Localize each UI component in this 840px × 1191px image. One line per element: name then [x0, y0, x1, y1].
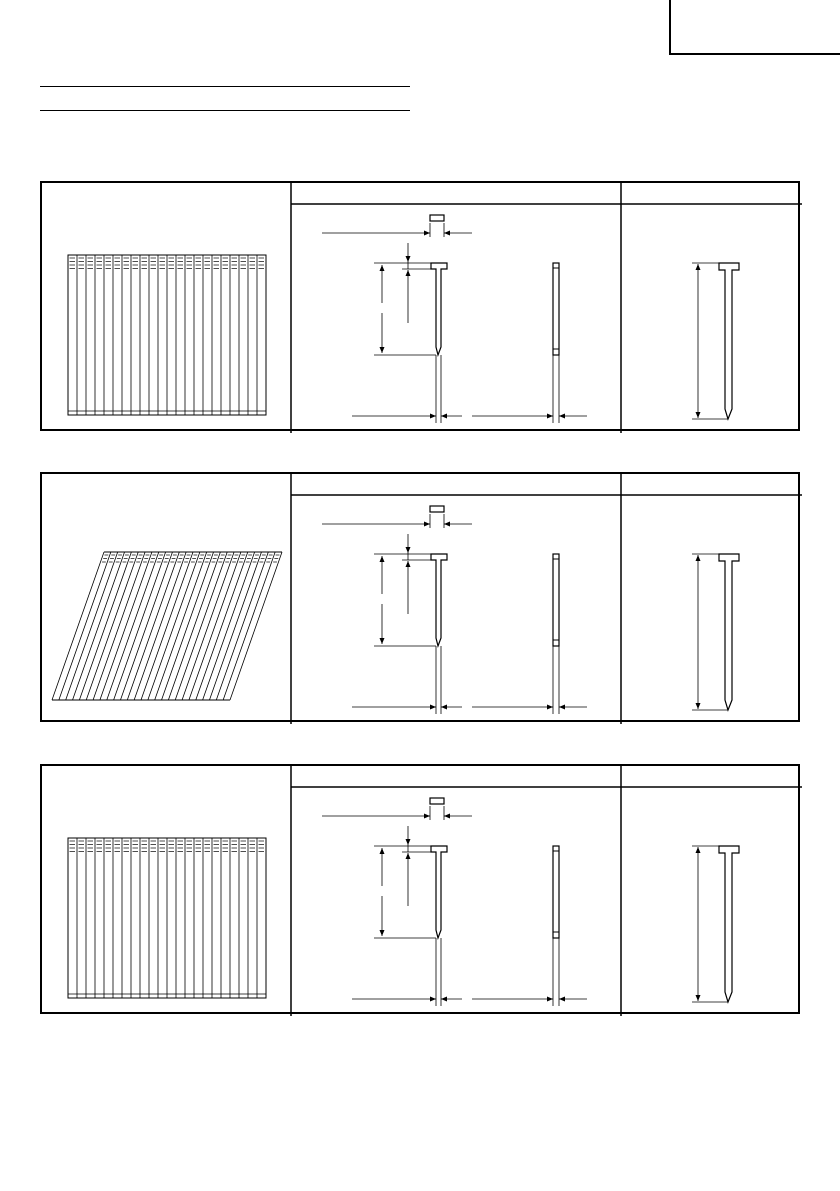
strip-nail-line — [189, 552, 241, 700]
head-thickness-arrow-up — [406, 561, 411, 614]
head-thickness-arrow-up-head — [406, 561, 411, 567]
total-length-arrow-down — [696, 924, 701, 1001]
shank-width-arrow-left-head — [430, 705, 436, 710]
nail-full-view — [719, 554, 739, 710]
shank-width-arrow-left-head — [430, 997, 436, 1002]
nail-front-view — [553, 554, 559, 646]
nail-length-drawing — [692, 846, 739, 1002]
strip-nail-line — [148, 552, 200, 700]
strip-nail-line — [203, 552, 255, 700]
thickness-arrow-left — [472, 705, 553, 710]
head-thickness-arrow-down — [406, 534, 411, 553]
shank-width-arrow-right-head — [441, 997, 447, 1002]
strip-nail-line — [114, 552, 166, 700]
head-width-arrow-left-head — [424, 814, 430, 819]
strip-nail-line — [120, 552, 172, 700]
nail-spec-panel-1 — [40, 181, 800, 431]
nail-full-view — [719, 846, 739, 1002]
total-length-arrow-up-head — [696, 847, 701, 853]
head-width-arrow-left — [322, 522, 430, 527]
length-arrow-down-head — [380, 638, 385, 644]
thickness-arrow-left-head — [547, 705, 553, 710]
heading-rule-bottom — [40, 110, 410, 111]
strip-nail-line — [168, 552, 220, 700]
head-width-arrow-right-head — [444, 231, 450, 236]
strip-nail-line — [127, 552, 179, 700]
length-arrow-down-head — [380, 930, 385, 936]
strip-nail-line — [59, 552, 111, 700]
heading-rule-top — [40, 86, 410, 87]
head-width-arrow-right — [444, 231, 472, 236]
head-thickness-arrow-down-head — [406, 256, 411, 262]
total-length-arrow-down-head — [696, 703, 701, 709]
strip-nail-line — [86, 552, 138, 700]
head-width-arrow-right-head — [444, 814, 450, 819]
total-length-arrow-down-head — [696, 995, 701, 1001]
nail-spec-panel-2 — [40, 472, 800, 722]
nail-strip-illustration — [68, 255, 266, 415]
length-arrow-up — [380, 848, 385, 886]
head-thickness-arrow-down — [406, 826, 411, 845]
total-length-arrow-down — [696, 341, 701, 418]
strip-nail-line — [79, 552, 131, 700]
length-arrow-down — [380, 604, 385, 644]
shank-width-arrow-right — [441, 414, 462, 419]
nail-side-view — [431, 554, 447, 646]
length-arrow-up — [380, 265, 385, 303]
total-length-arrow-up-head — [696, 264, 701, 270]
strip-nail-line — [196, 552, 248, 700]
head-thickness-arrow-up-head — [406, 270, 411, 276]
panel-drawing — [42, 474, 802, 724]
length-arrow-up-head — [380, 848, 385, 854]
head-width-arrow-right — [444, 522, 472, 527]
head-thickness-arrow-up — [406, 853, 411, 906]
head-width-arrow-left-head — [424, 522, 430, 527]
shank-width-arrow-right — [441, 705, 462, 710]
shank-width-arrow-left-head — [430, 414, 436, 419]
strip-nail-line — [100, 552, 152, 700]
shank-width-arrow-left — [352, 414, 436, 419]
thickness-arrow-right-head — [559, 414, 565, 419]
head-thickness-arrow-down — [406, 243, 411, 262]
head-width-arrow-right — [444, 814, 472, 819]
length-arrow-up-head — [380, 265, 385, 271]
length-arrow-down — [380, 896, 385, 936]
strip-nail-line — [107, 552, 159, 700]
strip-nail-line — [209, 552, 261, 700]
nail-full-view — [719, 263, 739, 419]
shank-width-arrow-left — [352, 705, 436, 710]
nail-strip-illustration — [68, 838, 266, 998]
strip-nail-line — [73, 552, 125, 700]
head-width-arrow-left-head — [424, 231, 430, 236]
total-length-arrow-down — [696, 632, 701, 709]
nail-spec-panel-3 — [40, 764, 800, 1014]
head-thickness-arrow-down-head — [406, 547, 411, 553]
nail-front-view — [553, 846, 559, 938]
nail-head-top-view — [430, 215, 444, 221]
strip-nail-line — [155, 552, 207, 700]
nail-head-top-view — [430, 506, 444, 512]
panel-drawing — [42, 183, 802, 433]
thickness-arrow-left-head — [547, 997, 553, 1002]
nail-dimension-drawing — [322, 215, 587, 423]
strip-nail-line — [93, 552, 145, 700]
head-width-arrow-right-head — [444, 522, 450, 527]
strip-nail-line — [175, 552, 227, 700]
thickness-arrow-right — [559, 705, 587, 710]
nail-length-drawing — [692, 263, 739, 419]
strip-nail-line — [216, 552, 268, 700]
length-arrow-down — [380, 313, 385, 353]
strip-nail-line — [230, 552, 282, 700]
strip-nail-line — [52, 552, 104, 700]
thickness-arrow-left — [472, 997, 553, 1002]
head-thickness-arrow-up — [406, 270, 411, 323]
total-length-arrow-up — [696, 847, 701, 924]
thickness-arrow-left — [472, 414, 553, 419]
shank-width-arrow-right-head — [441, 705, 447, 710]
strip-nail-line — [223, 552, 275, 700]
panel-drawing — [42, 766, 802, 1016]
nail-dimension-drawing — [322, 798, 587, 1006]
strip-nail-line — [162, 552, 214, 700]
thickness-arrow-right-head — [559, 705, 565, 710]
head-width-arrow-left — [322, 814, 430, 819]
head-width-arrow-left — [322, 231, 430, 236]
strip-nail-line — [66, 552, 118, 700]
thickness-arrow-right-head — [559, 997, 565, 1002]
shank-width-arrow-left — [352, 997, 436, 1002]
nail-head-top-view — [430, 798, 444, 804]
nail-dimension-drawing — [322, 506, 587, 714]
head-thickness-arrow-up-head — [406, 853, 411, 859]
shank-width-arrow-right — [441, 997, 462, 1002]
strip-nail-line — [182, 552, 234, 700]
nail-side-view — [431, 263, 447, 355]
thickness-arrow-left-head — [547, 414, 553, 419]
shank-width-arrow-right-head — [441, 414, 447, 419]
length-arrow-up-head — [380, 556, 385, 562]
nail-side-view — [431, 846, 447, 938]
total-length-arrow-up-head — [696, 555, 701, 561]
length-arrow-down-head — [380, 347, 385, 353]
total-length-arrow-down-head — [696, 412, 701, 418]
length-arrow-up — [380, 556, 385, 594]
total-length-arrow-up — [696, 264, 701, 341]
thickness-arrow-right — [559, 414, 587, 419]
head-thickness-arrow-down-head — [406, 839, 411, 845]
nail-length-drawing — [692, 554, 739, 710]
strip-nail-line — [134, 552, 186, 700]
nail-front-view — [553, 263, 559, 355]
total-length-arrow-up — [696, 555, 701, 632]
thickness-arrow-right — [559, 997, 587, 1002]
nail-strip-illustration — [52, 552, 282, 700]
strip-nail-line — [141, 552, 193, 700]
language-tab — [669, 0, 840, 55]
